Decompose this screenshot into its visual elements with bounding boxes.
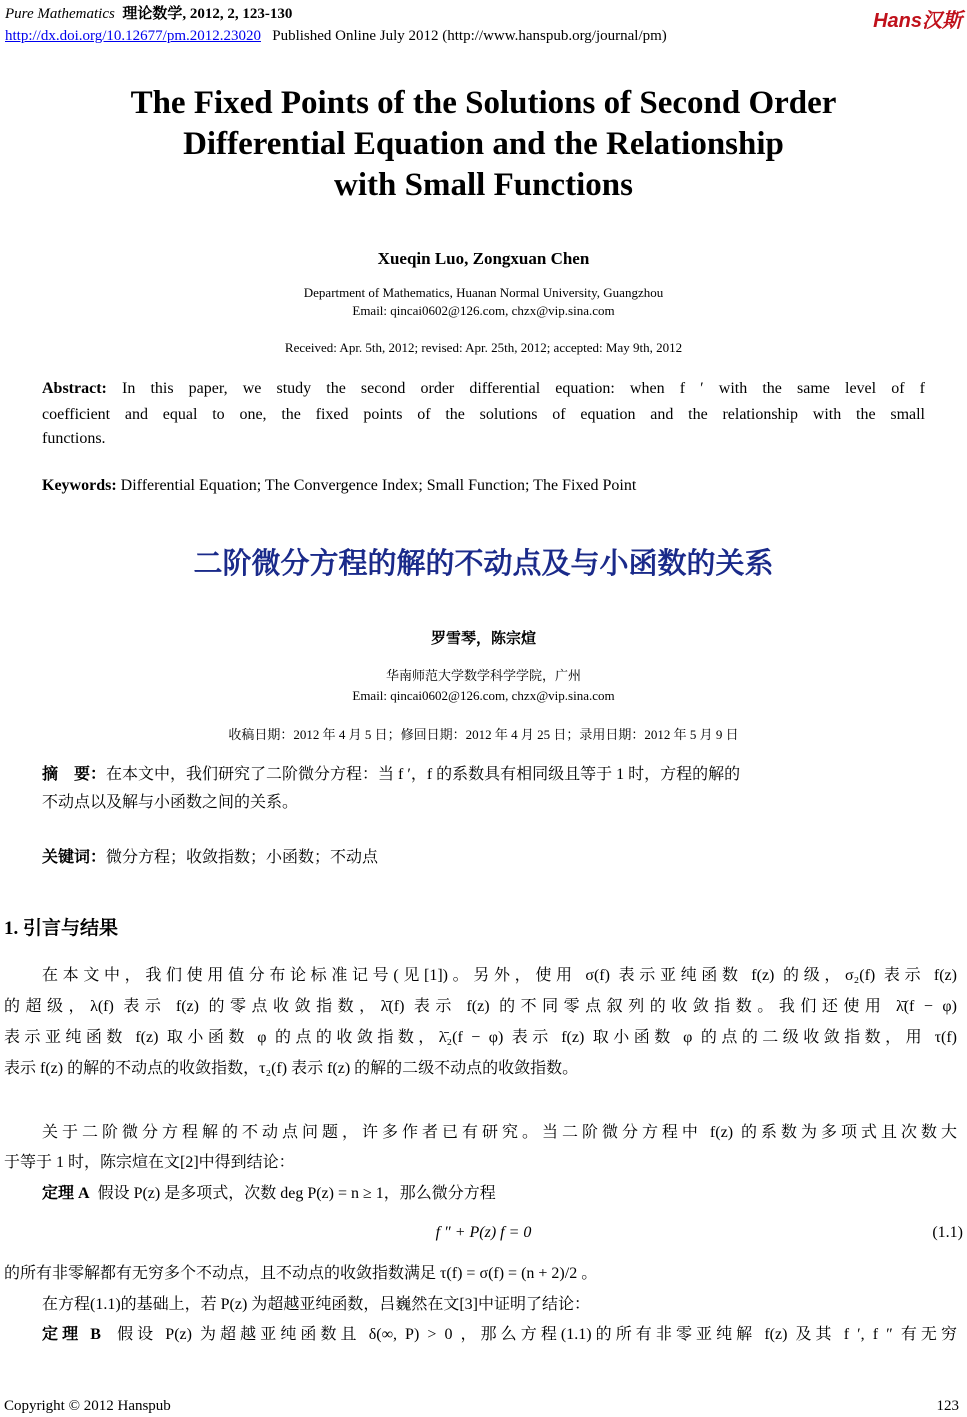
- email: Email: qincai0602@126.com, chzx@vip.sina.com: [352, 303, 615, 318]
- body-line: 表示 f(z) 的解的不动点的收敛指数，τ₂(f) 表示 f(z) 的解的二级不动点的收敛指数。: [4, 1060, 579, 1077]
- doi-line: [5, 26, 667, 46]
- cn-abstract-line-1: [42, 765, 740, 785]
- received-dates: Received: Apr. 5th, 2012; revised: Apr. 25th, 2012; accepted: May 9th, 2012: [284, 340, 683, 355]
- equation-number: (1.1): [932, 1224, 963, 1241]
- theorem-a: [42, 1184, 496, 1204]
- body-line: 在方程(1.1)的基础上，若 P(z) 为超越亚纯函数，吕巍然在文[3]中证明了结论：: [42, 1296, 590, 1313]
- body-line: 表示亚纯函数 f(z) 取小函数 φ 的点的收敛指数，λ̄₂(f − φ) 表示 f(z) 取小函数 φ 的点的二级收敛指数，用 τ(f): [4, 1029, 957, 1046]
- published-online: Published Online July 2012 (http://www.hanspub.org/journal/pm): [272, 28, 667, 44]
- abstract-line-2: coefficient and equal to one, the fixed points of the solutions of equation and the relationship with the small: [42, 406, 925, 423]
- title-line-3: with Small Functions: [334, 167, 633, 203]
- journal-name: Pure Mathematics: [5, 6, 115, 22]
- cn-abstract-text: 在本文中，我们研究了二阶微分方程：当 f ′，f 的系数具有相同级且等于 1 时，方程的解的: [106, 766, 741, 783]
- cn-keywords-text: 微分方程；收敛指数；小函数；不动点: [106, 849, 379, 866]
- page-number: 123: [936, 1398, 959, 1414]
- keywords: [42, 476, 636, 496]
- equation-1-1: f ″ + P(z) f = 0: [435, 1224, 532, 1241]
- cn-dates: 收稿日期：2012 年 4 月 5 日；修回日期：2012 年 4 月 25 日；录用日期：2012 年 5 月 9 日: [228, 727, 739, 742]
- section-heading: 1. 引言与结果: [4, 918, 119, 939]
- authors: Xueqin Luo, Zongxuan Chen: [377, 249, 590, 268]
- doi-link[interactable]: http://dx.doi.org/10.12677/pm.2012.23020: [5, 28, 261, 44]
- theorem-b-text: 假设 P(z) 为超越亚纯函数且 δ(∞, P) > 0 ，那么方程(1.1)的所有非零亚纯解 f(z) 及其 f ′, f ″ 有无穷: [117, 1326, 957, 1343]
- cn-abstract-line-2: 不动点以及解与小函数之间的关系。: [42, 794, 299, 811]
- body-line: 关于二阶微分方程解的不动点问题，许多作者已有研究。当二阶微分方程中 f(z) 的系数为多项式且次数大: [42, 1124, 957, 1141]
- body-line: 的所有非零解都有无穷多个不动点，且不动点的收敛指数满足 τ(f) = σ(f) = (n + 2)/2 。: [4, 1265, 598, 1282]
- theorem-a-text: 假设 P(z) 是多项式，次数 deg P(z) = n ≥ 1，那么微分方程: [97, 1185, 496, 1202]
- title-line-1: The Fixed Points of the Solutions of Second Order: [130, 85, 837, 121]
- cn-keywords: [42, 848, 378, 868]
- title-line-2: Differential Equation and the Relationship: [183, 126, 784, 162]
- department: Department of Mathematics, Huanan Normal University, Guangzhou: [303, 285, 664, 300]
- body-line: 在本文中，我们使用值分布论标准记号(见[1])。另外，使用 σ(f) 表示亚纯函数 f(z) 的级，σ₂(f) 表示 f(z): [42, 967, 957, 984]
- cn-authors: 罗雪琴，陈宗煊: [430, 629, 536, 647]
- theorem-a-label: 定理 A: [42, 1185, 90, 1202]
- abstract-label: Abstract:: [42, 380, 107, 397]
- keywords-text: Differential Equation; The Convergence Index; Small Function; The Fixed Point: [120, 477, 637, 494]
- cn-title: 二阶微分方程的解的不动点及与小函数的关系: [193, 546, 774, 580]
- theorem-b-label: 定理 B: [42, 1326, 101, 1343]
- body-line: 的超级，λ(f) 表示 f(z) 的零点收敛指数，λ̄(f) 表示 f(z) 的不同零点叙列的收敛指数。我们还使用 λ̄(f − φ): [4, 998, 957, 1015]
- keywords-label: Keywords:: [42, 477, 117, 494]
- cn-email: Email: qincai0602@126.com, chzx@vip.sina.com: [352, 688, 615, 703]
- cn-affiliation: 华南师范大学数学科学学院，广州: [385, 668, 581, 683]
- journal-header: [5, 4, 292, 24]
- theorem-b: [42, 1325, 957, 1345]
- abstract-line-1: [42, 379, 925, 399]
- journal-info: 理论数学, 2012, 2, 123-130: [122, 6, 293, 22]
- cn-abstract-label: 摘 要：: [42, 766, 107, 783]
- hans-logo: Hans汉斯: [873, 10, 962, 32]
- abstract-text: In this paper, we study the second order differential equation: when f ′ with the same level of f: [122, 380, 925, 397]
- cn-keywords-label: 关键词：: [42, 849, 107, 866]
- abstract-line-3: functions.: [42, 430, 106, 447]
- body-line: 于等于 1 时，陈宗煊在文[2]中得到结论：: [4, 1154, 295, 1171]
- copyright: Copyright © 2012 Hanspub: [4, 1398, 171, 1414]
